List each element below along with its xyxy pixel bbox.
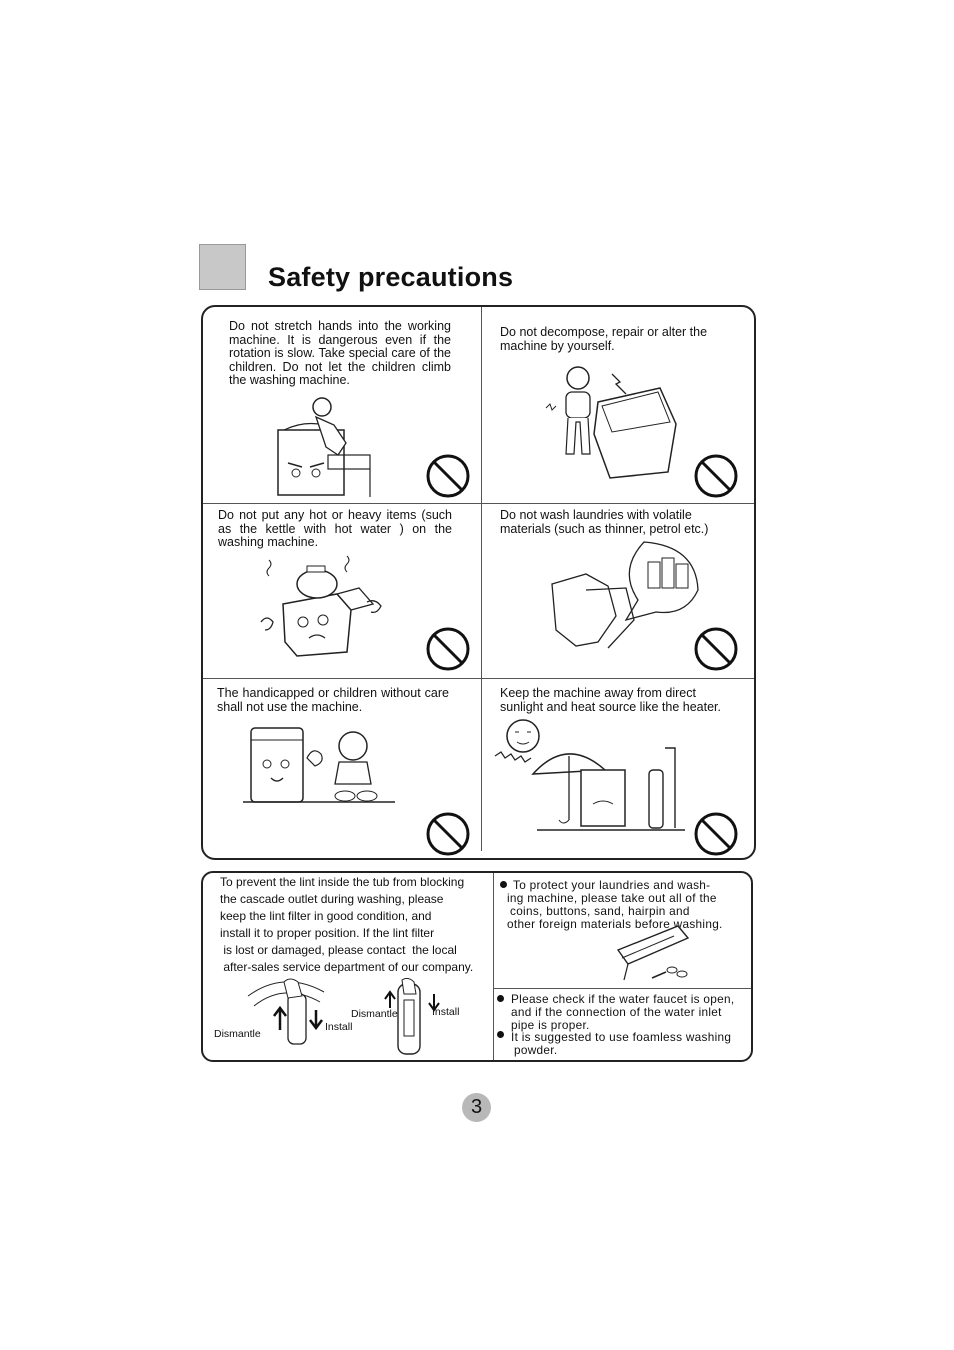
dismantle-label: Dismantle — [351, 1008, 398, 1020]
bullet — [497, 1031, 504, 1038]
prohibition-icon — [425, 453, 471, 499]
protect-line: other foreign materials before washing. — [507, 917, 723, 931]
precaution-decompose-text: Do not decompose, repair or alter the machine by yourself. — [500, 325, 708, 353]
page-number: 3 — [462, 1093, 491, 1122]
faucet-line: pipe is proper. — [511, 1018, 590, 1032]
lint-filter-text — [220, 874, 492, 976]
lint-line: after-sales service department of our company. — [220, 960, 474, 974]
dismantle-label: Dismantle — [214, 1028, 261, 1040]
precaution-sunlight-text: Keep the machine away from direct sunlight and heat source like the heater. — [500, 686, 721, 714]
kettle-on-machine-illustration — [255, 552, 385, 660]
lint-line: is lost or damaged, please contact the local — [220, 943, 457, 957]
prohibition-icon — [693, 811, 739, 857]
bullet — [500, 881, 507, 888]
laundry-volatile-illustration — [546, 540, 702, 652]
faucet-line: and if the connection of the water inlet — [511, 1005, 722, 1019]
grid-divider-vertical — [481, 307, 482, 851]
lint-line: keep the lint filter in good condition, and — [220, 909, 432, 923]
sun-heater-illustration — [493, 718, 685, 832]
page-title: Safety precautions — [268, 262, 514, 292]
grid-divider-row1 — [203, 503, 754, 504]
child-climbing-machine-illustration — [276, 395, 376, 500]
precaution-handicapped-text: The handicapped or children without care shall not use the machine. — [217, 686, 449, 714]
child-and-machine-illustration — [243, 722, 395, 804]
install-label: Install — [325, 1021, 353, 1033]
protect-line: To protect your laundries and wash- — [513, 878, 711, 892]
powder-line: powder. — [514, 1043, 558, 1057]
faucet-line: Please check if the water faucet is open, — [511, 992, 735, 1006]
faucet-note — [511, 993, 751, 1032]
powder-note — [511, 1031, 751, 1057]
prohibition-icon — [425, 811, 471, 857]
install-label: Install — [432, 1006, 460, 1018]
lower-divider-vertical — [493, 873, 494, 1060]
lint-line: install it to proper position. If the lint filter — [220, 926, 435, 940]
precaution-heavy-text: Do not put any hot or heavy items (such as the kettle with hot water ) on the washing machine. — [218, 508, 452, 550]
foreign-objects-illustration — [616, 924, 692, 986]
lower-divider-horizontal — [494, 988, 751, 989]
precaution-volatile-text: Do not wash laundries with volatile materials (such as thinner, petrol etc.) — [500, 508, 709, 536]
grid-divider-row2 — [203, 678, 754, 679]
man-repairing-machine-illustration — [540, 362, 680, 482]
bullet — [497, 995, 504, 1002]
protect-line: ing machine, please take out all of the — [507, 891, 717, 905]
prohibition-icon — [425, 626, 471, 672]
lint-line: To prevent the lint inside the tub from blocking — [220, 875, 465, 889]
prohibition-icon — [693, 453, 739, 499]
header-square — [199, 244, 246, 290]
protect-line: coins, buttons, sand, hairpin and — [510, 904, 690, 918]
precaution-hands-text: Do not stretch hands into the working machine. It is dangerous even if the rotation is slow. Take special care of the children. Do not let the children climb the washing machine. — [229, 319, 451, 388]
powder-line: It is suggested to use foamless washing — [511, 1030, 732, 1044]
lint-line: the cascade outlet during washing, please — [220, 892, 444, 906]
